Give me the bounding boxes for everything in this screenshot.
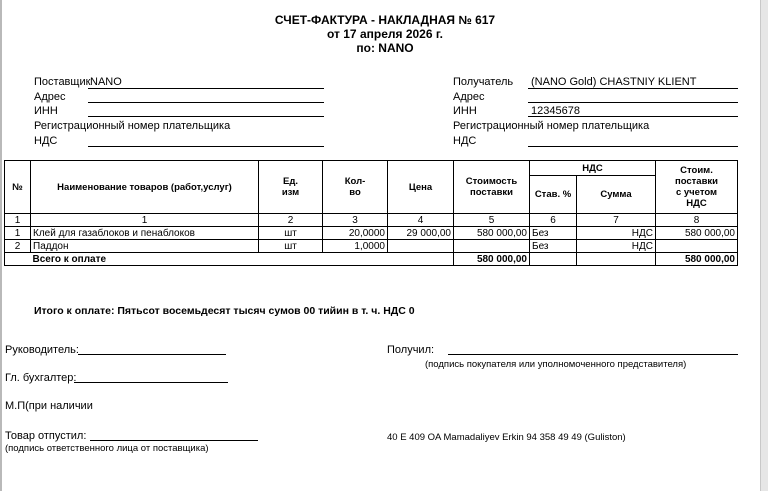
supplier-address-label: Адрес [34,91,66,103]
invoice-date: от 17 апреля 2026 г. [327,27,443,41]
row-unit: шт [259,240,323,253]
col-number: 6 [530,214,577,227]
row-qty: 20,0000 [323,227,388,240]
director-label: Руководитель: [5,344,79,356]
supplier-nds-label: НДС [34,135,58,147]
row-name: Клей для газаблоков и пенаблоков [31,227,259,240]
total-with-nds: 580 000,00 [656,253,738,266]
recipient-name-line [528,88,738,89]
invoice-by: по: NANO [356,41,414,55]
header-nds: НДС [530,161,656,176]
row-total [656,240,738,253]
total-rate [530,253,577,266]
stamp-label: М.П(при наличии [5,400,93,412]
total-row [5,253,738,266]
received-note: (подпись покупателя или уполномоченного представителя) [425,359,687,370]
row-unit: шт [259,227,323,240]
received-sign-line [448,354,738,355]
row-qty: 1,0000 [323,240,388,253]
recipient-nds-label: НДС [453,135,477,147]
director-sign-line [78,354,226,355]
col-number: 8 [656,214,738,227]
invoice-title: СЧЕТ-ФАКТУРА - НАКЛАДНАЯ № 617 [274,13,496,27]
header-total [656,161,738,214]
col-number: 4 [388,214,454,227]
accountant-label: Гл. бухгалтер: [5,372,77,384]
row-rate: Без [530,227,577,240]
header-rate: Став. % [530,176,577,214]
row-num: 1 [5,227,31,240]
col-number: 1 [31,214,259,227]
header-name: Наименование товаров (работ,услуг) [31,161,259,214]
received-label: Получил: [387,344,435,356]
header-unit-line1: Ед. [282,176,298,187]
row-num: 2 [5,240,31,253]
released-sign-line [90,440,258,441]
total-cost: 580 000,00 [454,253,530,266]
row-cost [454,240,530,253]
total-sum [577,253,656,266]
right-scrollbar-edge[interactable] [760,0,768,491]
recipient-nds-line [528,146,738,147]
header-num: № [5,161,31,214]
supplier-inn-label: ИНН [34,105,58,117]
header-price: Цена [388,161,454,214]
accountant-sign-line [74,382,228,383]
recipient-label: Получатель [453,76,514,88]
supplier-name: NANO [90,76,122,88]
header-unit [259,161,323,214]
row-name: Паддон [31,240,259,253]
released-label: Товар отпустил: [5,430,87,442]
header-qty [323,161,388,214]
header-total-line1: Стоим. [680,165,713,176]
total-row-spacer [5,253,31,266]
footer-contact-info: 40 E 409 OA Mamadaliyev Erkin 94 358 49 49 (Guliston) [387,432,626,443]
supplier-inn-line [88,116,324,117]
row-rate: Без [530,240,577,253]
recipient-name: (NANO Gold) CHASTNIY KLIENT [531,76,697,88]
col-number: 7 [577,214,656,227]
header-total-line3: с учетом [675,187,718,198]
table-row [5,227,738,240]
header-qty-line1: Кол- [344,176,366,187]
row-price [388,240,454,253]
items-table [4,160,738,266]
recipient-reg-label: Регистрационный номер плательщика [453,120,650,132]
payment-summary: Итого к оплате: Пятьсот восемьдесят тысяч сумов 00 тийин в т. ч. НДС 0 [34,305,415,317]
supplier-address-line [88,102,324,103]
table-header-row-1 [5,161,738,176]
left-window-edge [0,0,2,491]
col-number: 3 [323,214,388,227]
header-cost-line1: Стоимость [465,176,518,187]
recipient-inn-label: ИНН [453,105,477,117]
column-number-row [5,214,738,227]
header-total-line2: поставки [674,176,719,187]
header-cost [454,161,530,214]
recipient-inn-line [528,116,738,117]
recipient-inn: 12345678 [531,105,580,117]
total-label: Всего к оплате [31,253,454,266]
col-number: 5 [454,214,530,227]
supplier-nds-line [88,146,324,147]
row-total: 580 000,00 [656,227,738,240]
released-note: (подпись ответственного лица от поставщика) [5,443,209,454]
header-unit-line2: изм [281,187,300,198]
row-price: 29 000,00 [388,227,454,240]
header-qty-line2: во [349,187,361,198]
supplier-label: Поставщик [34,76,91,88]
table-row [5,240,738,253]
row-sum: НДС [577,240,656,253]
row-sum: НДС [577,227,656,240]
header-sum: Сумма [577,176,656,214]
row-cost: 580 000,00 [454,227,530,240]
supplier-name-line [88,88,324,89]
col-number: 2 [259,214,323,227]
supplier-reg-label: Регистрационный номер плательщика [34,120,231,132]
header-cost-line2: поставки [469,187,514,198]
recipient-address-label: Адрес [453,91,485,103]
col-number: 1 [5,214,31,227]
header-total-line4: НДС [686,198,707,209]
recipient-address-line [528,102,738,103]
